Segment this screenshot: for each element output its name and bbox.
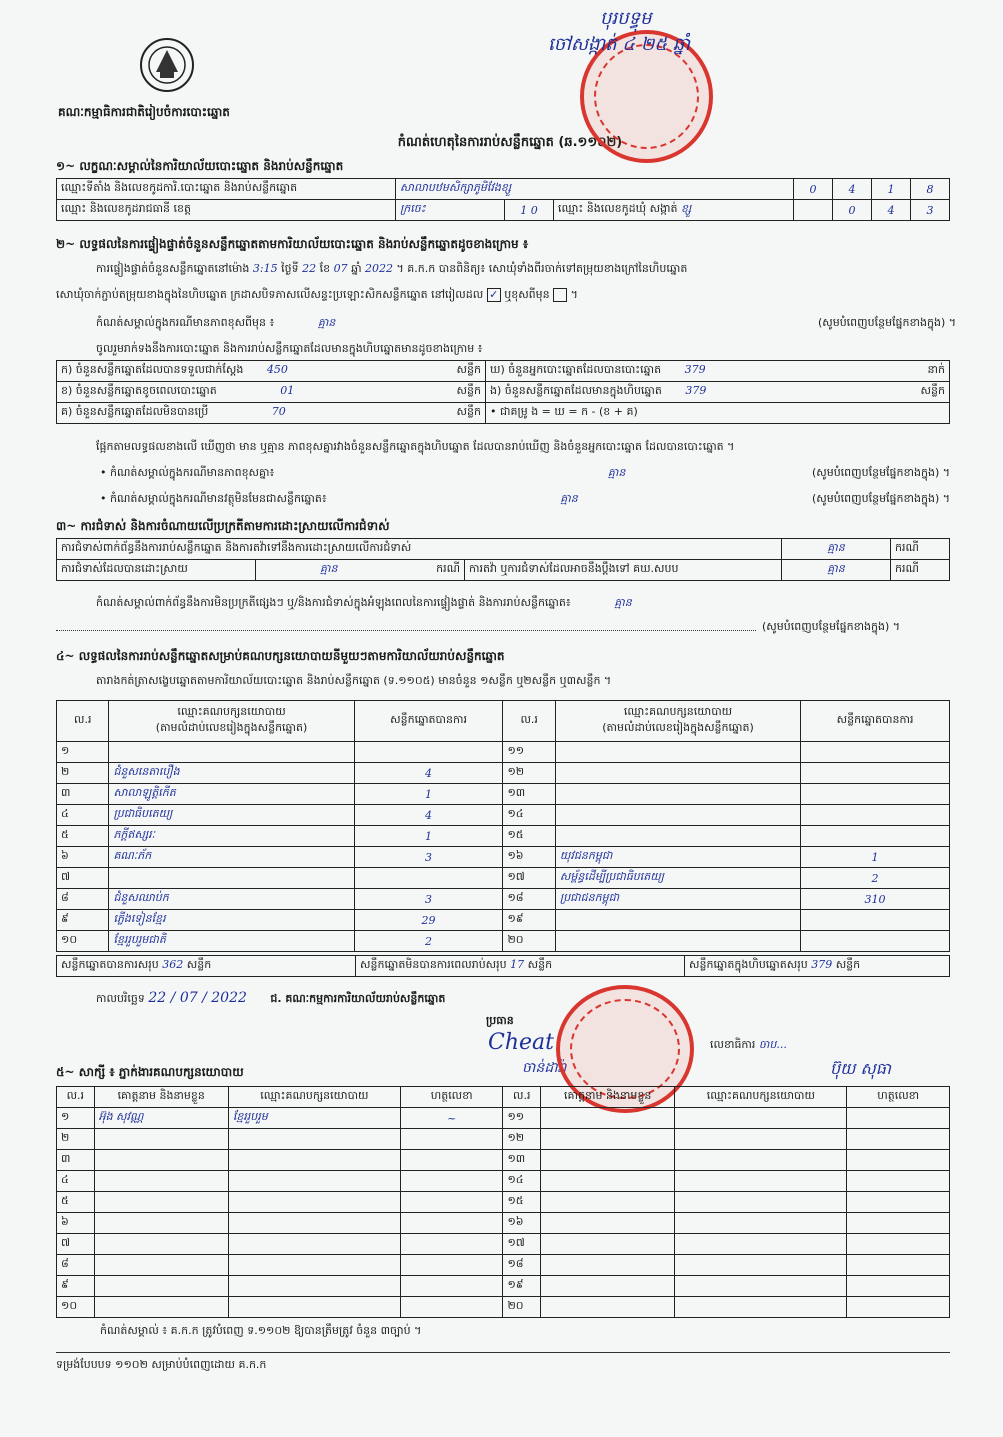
irregularity-note-value: គ្មាន	[614, 596, 632, 609]
party-votes: 4	[354, 805, 503, 826]
party-votes	[801, 910, 950, 931]
party-no: ១៨	[503, 889, 555, 910]
witness-signature	[400, 1150, 503, 1171]
witness-no: ១	[57, 1108, 95, 1129]
witness-no: ១២	[503, 1129, 541, 1150]
chair-signature: Cheat	[488, 1030, 554, 1055]
party-name	[109, 742, 354, 763]
witness-signature	[400, 1255, 503, 1276]
witness-no: ១៧	[503, 1234, 541, 1255]
party-row	[57, 847, 950, 868]
witness-party	[675, 1192, 847, 1213]
witness-row	[57, 1108, 950, 1129]
received-ballots: 450	[266, 363, 288, 376]
witness-no: ៣	[57, 1150, 95, 1171]
witness-party	[675, 1234, 847, 1255]
witness-row	[57, 1129, 950, 1150]
witness-signature	[400, 1192, 503, 1213]
party-votes: 310	[801, 889, 950, 910]
chair-label: ប្រធាន	[486, 1014, 514, 1027]
ballots-in-box: 379	[685, 384, 707, 397]
province-code: 1 0	[505, 200, 554, 221]
party-name	[555, 805, 800, 826]
section5-heading: ៥~ សាក្សី ៖ ភ្នាក់ងារគណបក្សនយោបាយ	[56, 1065, 244, 1079]
party-votes	[801, 805, 950, 826]
party-name: ប្រជាធិបតេយ្យ	[109, 805, 354, 826]
difference-note: កំណត់សម្គាល់ក្នុងករណីមានភាពខុសពីមុន ៖ គ្មាន (សូមបំពេញបន្ថែមផ្នែកខាងក្នុង) ។	[96, 316, 956, 329]
witness-name: អ៊ុង សុវណ្ណ	[94, 1108, 228, 1129]
party-row	[57, 910, 950, 931]
party-row	[57, 826, 950, 847]
signing-date: 22 / 07 / 2022	[148, 990, 247, 1006]
commune-code-3: 3	[911, 200, 950, 221]
location-label: ឈ្មោះទីតាំង និងលេខកូដការិ.បោះឆ្នោត និងរាប់សន្លឹកឆ្នោត	[57, 179, 396, 200]
stamp-handwriting-2: ចៅសង្កាត់ ៤ ២៥ ឆ្នាំ	[548, 34, 690, 55]
party-name: គណៈភ័ក	[109, 847, 354, 868]
province-label: ឈ្មោះ និងលេខកូដរាជធានី ខេត្ត	[57, 200, 396, 221]
section2-heading: ២~ លទ្ធផលនៃការផ្ទៀងផ្ទាត់ចំនួនសន្លឹកឆ្នោតតាមការិយាល័យបោះឆ្នោត និងរាប់សន្លឹកឆ្នោតដូចខាងក្រោម ៖	[56, 237, 529, 251]
witness-name	[94, 1234, 228, 1255]
witness-name	[541, 1150, 675, 1171]
witness-name	[94, 1213, 228, 1234]
complaints-count: គ្មាន	[782, 539, 891, 560]
party-name: ខ្មែររួបរួមជាតិ	[109, 931, 354, 952]
witness-name	[541, 1171, 675, 1192]
witness-no: ៥	[57, 1192, 95, 1213]
witness-row	[57, 1234, 950, 1255]
party-votes: 1	[354, 784, 503, 805]
witness-name	[541, 1192, 675, 1213]
party-no: ១៦	[503, 847, 555, 868]
party-name: យុវជនកម្ពុជា	[555, 847, 800, 868]
party-row	[57, 805, 950, 826]
commune-code-2: 4	[872, 200, 911, 221]
witness-no: ៦	[57, 1213, 95, 1234]
foreign-object-note: • កំណត់សម្គាល់ក្នុងករណីមានវត្ថុមិនមែនជាសន្លឹកឆ្នោត៖ គ្មាន (សូមបំពេញបន្ថែមផ្នែកខាងក្នុង) ។	[100, 492, 950, 505]
total-valid: 362	[162, 958, 184, 971]
diff-note: • កំណត់សម្គាល់ក្នុងករណីមានភាពខុសគ្នា៖ គ្មាន (សូមបំពេញបន្ថែមផ្នែកខាងក្នុង) ។	[100, 466, 950, 479]
committee-name: គណៈកម្មាធិការជាតិរៀបចំការបោះឆ្នោត	[58, 105, 230, 119]
party-name: សាលាឡូត្តិកើត	[109, 784, 354, 805]
witness-name	[541, 1213, 675, 1234]
witness-row	[57, 1276, 950, 1297]
witness-party	[228, 1234, 400, 1255]
verify-month: 07	[333, 262, 348, 275]
party-no: ២	[57, 763, 109, 784]
party-name	[555, 784, 800, 805]
witness-signature	[400, 1234, 503, 1255]
party-votes: 1	[801, 847, 950, 868]
location-code-3: 1	[872, 179, 911, 200]
party-name: ជំនួសឈាប់ក	[109, 889, 354, 910]
witness-name	[94, 1297, 228, 1318]
witness-name	[541, 1108, 675, 1129]
unused-ballots: 70	[271, 405, 286, 418]
witness-no: ៧	[57, 1234, 95, 1255]
party-name: ភ្លើងទៀនខ្មែរ	[109, 910, 354, 931]
party-name	[555, 742, 800, 763]
party-votes: 3	[354, 889, 503, 910]
party-votes: 1	[354, 826, 503, 847]
witness-party	[675, 1255, 847, 1276]
party-name	[555, 931, 800, 952]
resolved-count: គ្មាន	[320, 562, 338, 575]
party-no: ១០	[57, 931, 109, 952]
section5-note: កំណត់សម្គាល់ ៖ គ.ក.ក ត្រូវបំពេញ ទ.១១០២ ឱ្យបានត្រឹមត្រូវ ចំនួន ៣ច្បាប់ ។	[100, 1324, 422, 1337]
witness-row	[57, 1297, 950, 1318]
witness-party	[228, 1276, 400, 1297]
witness-no: ៤	[57, 1171, 95, 1192]
party-row	[57, 868, 950, 889]
witness-party	[675, 1129, 847, 1150]
witness-party	[675, 1297, 847, 1318]
party-name	[555, 826, 800, 847]
witness-signature	[847, 1192, 950, 1213]
witness-name	[94, 1255, 228, 1276]
party-row	[57, 742, 950, 763]
witness-row	[57, 1150, 950, 1171]
commune-code-1: 0	[833, 200, 872, 221]
party-no: ១	[57, 742, 109, 763]
witness-name	[541, 1255, 675, 1276]
province-value: ក្រចេះ	[396, 200, 505, 221]
party-no: ៨	[57, 889, 109, 910]
secretary-name: ប៊ុយ សុធា	[830, 1059, 891, 1078]
witness-no: ១៦	[503, 1213, 541, 1234]
nec-emblem-icon	[138, 36, 196, 94]
party-votes: 2	[354, 931, 503, 952]
party-votes	[801, 931, 950, 952]
party-votes	[801, 784, 950, 805]
witness-no: ១៣	[503, 1150, 541, 1171]
checkbox-same[interactable]: ✓	[487, 288, 501, 302]
witness-signature	[847, 1171, 950, 1192]
party-name: សម្ព័ន្ធដើម្បីប្រជាធិបតេយ្យ	[555, 868, 800, 889]
witness-party	[675, 1108, 847, 1129]
party-no: ១៧	[503, 868, 555, 889]
party-votes: 29	[354, 910, 503, 931]
witness-row	[57, 1213, 950, 1234]
foreign-object-value: គ្មាន	[560, 492, 578, 505]
footer-text: ទម្រង់បែបបទ ១១០២ សម្រាប់បំពេញដោយ គ.ក.ក	[56, 1358, 267, 1371]
total-invalid: 17	[510, 958, 525, 971]
witness-party	[675, 1276, 847, 1297]
witness-signature	[400, 1129, 503, 1150]
witness-party	[228, 1213, 400, 1234]
party-results-table: ល.រ ឈ្មោះគណបក្សនយោបាយ (តាមលំដាប់លេខរៀងក្នុងសន្លឹកឆ្នោត) សន្លឹកឆ្នោតបានការ ល.រ ឈ្មោះគណបក្សនយោបាយ (តាមលំដាប់លេខរៀងក្នុងសន្លឹកឆ្នោត) សន្លឹកឆ្នោតបានការ ១ ១១ ២ ជំនួសនេតាបឿង 4 ១២ ៣ សាលាឡូត្តិកើត 1 ១៣ ៤ ប្រជាធិបតេយ្យ 4 ១៤ ៥ ភក្ដីឥស្សរៈ 1 ១៥ ៦ គណៈភ័ក 3 ១៦ យុវជនកម្ពុជា 1 ៧ ១៧ សម្ព័ន្ធដើម្បីប្រជាធិបតេយ្យ 2 ៨ ជំនួសឈាប់ក 3 ១៨ ប្រជាជនកម្ពុជា 310 ៩ ភ្លើងទៀនខ្មែរ 29 ១៩ ១០ ខ្មែររួបរួមជាតិ 2 ២០	[56, 700, 950, 952]
party-row	[57, 931, 950, 952]
witness-no: ១១	[503, 1108, 541, 1129]
witness-no: ១៤	[503, 1171, 541, 1192]
totals-row: សន្លឹកឆ្នោតបានការសរុប 362 សន្លឹក សន្លឹកឆ្នោតមិនបានការពេលរាប់សរុប 17 សន្លឹក សន្លឹកឆ្នោតក្នុងហិបឆ្នោតសរុប 379 សន្លឹក	[56, 955, 950, 977]
witness-no: ២០	[503, 1297, 541, 1318]
witness-no: ៨	[57, 1255, 95, 1276]
party-no: ៤	[57, 805, 109, 826]
secretary-line: លេខាធិការ ចាប...	[710, 1038, 787, 1051]
appeal-count: គ្មាន	[782, 560, 891, 581]
witness-name	[541, 1129, 675, 1150]
witness-party	[675, 1171, 847, 1192]
witness-signature	[847, 1276, 950, 1297]
witness-name	[541, 1297, 675, 1318]
witness-party	[228, 1171, 400, 1192]
witness-no: ៩	[57, 1276, 95, 1297]
total-in-box: 379	[811, 958, 833, 971]
witness-party	[675, 1213, 847, 1234]
commune-value: ខ្សួ	[681, 202, 692, 215]
stamp-handwriting-1: បុរបទ្ធុម	[600, 8, 652, 29]
party-name: ជំនួសនេតាបឿង	[109, 763, 354, 784]
location-code-2: 4	[833, 179, 872, 200]
witness-no: ២	[57, 1129, 95, 1150]
party-no: ៥	[57, 826, 109, 847]
party-votes: 4	[354, 763, 503, 784]
difference-note-value: គ្មាន	[317, 316, 336, 329]
voters-voted: 379	[684, 363, 706, 376]
witness-name	[541, 1234, 675, 1255]
witness-signature: ~	[400, 1108, 503, 1129]
witness-name	[94, 1129, 228, 1150]
party-no: ៦	[57, 847, 109, 868]
witness-row	[57, 1255, 950, 1276]
section4-heading: ៤~ លទ្ធផលនៃការរាប់សន្លឹកឆ្នោតសម្រាប់គណបក្សនយោបាយនីមួយៗតាមការិយាល័យរាប់សន្លឹកឆ្នោត	[56, 649, 505, 663]
witness-party	[228, 1150, 400, 1171]
witness-signature	[847, 1255, 950, 1276]
section3-heading: ៣~ ការជំទាស់ និងការចំណាយលើប្រក្រតីតាមការដោះស្រាយលើការជំទាស់	[56, 519, 390, 533]
party-votes	[801, 763, 950, 784]
irregularity-note: កំណត់សម្គាល់ពាក់ព័ន្ធនឹងការមិនប្រក្រតីផ្សេងៗ ឬ/និងការជំទាស់ក្នុងអំឡុងពេលនៃការផ្ទៀងផ្ទាត់ និងការរាប់សន្លឹកឆ្នោត៖ គ្មាន	[96, 596, 632, 609]
party-row	[57, 763, 950, 784]
witness-no: ១៨	[503, 1255, 541, 1276]
results-intro: ចូលរួមរាក់ទងនឹងការបោះឆ្នោត និងការរាប់សន្លឹកឆ្នោតដែលមានក្នុងហិបឆ្នោតមានដូចខាងក្រោម ៖	[96, 342, 483, 355]
witness-signature	[400, 1276, 503, 1297]
party-votes	[801, 742, 950, 763]
party-votes	[354, 742, 503, 763]
party-row	[57, 889, 950, 910]
commune-label: ឈ្មោះ និងលេខកូដឃុំ សង្កាត់ ខ្សួ	[554, 200, 794, 221]
formula: • ជាគម្រូ ង = ឃ = ក - (ខ + គ)	[486, 403, 950, 424]
spoiled-ballots: 01	[280, 384, 295, 397]
witness-table: ល.រ គោត្តនាម និងនាមខ្លួន ឈ្មោះគណបក្សនយោបាយ ហត្ថលេខា ល.រ គោត្តនាម និងនាមខ្លួន ឈ្មោះគណបក្សនយោបាយ ហត្ថលេខា ១ អ៊ុង សុវណ្ណ ខ្មែររួបរួម ~ ១១ ២ ១២ ៣ ១៣ ៤ ១៤ ៥ ១៥ ៦ ១៦ ៧ ១៧ ៨ ១៨ ៩ ១៩ ១០ ២០	[56, 1086, 950, 1318]
party-no: ១២	[503, 763, 555, 784]
party-no: ១១	[503, 742, 555, 763]
witness-signature	[847, 1150, 950, 1171]
party-votes: 2	[801, 868, 950, 889]
witness-row	[57, 1192, 950, 1213]
witness-signature	[847, 1234, 950, 1255]
verify-day: 22	[302, 262, 317, 275]
witness-name	[94, 1276, 228, 1297]
witness-name	[541, 1276, 675, 1297]
witness-no: ១០	[57, 1297, 95, 1318]
witness-party	[228, 1255, 400, 1276]
secretary-signature: ចាប...	[758, 1038, 787, 1051]
witness-signature	[400, 1171, 503, 1192]
form-page: គណៈកម្មាធិការជាតិរៀបចំការបោះឆ្នោត កំណត់ហេតុនៃការរាប់សន្លឹកឆ្នោត (ឆ.១១០២) បុរបទ្ធុម ចៅសង្កាត់ ៤ ២៥ ឆ្នាំ ១~ លក្ខណៈសម្គាល់នៃការិយាល័យបោះឆ្នោត និងរាប់សន្លឹកឆ្នោត ឈ្មោះទីតាំង និងលេខកូដការិ.បោះឆ្នោត និងរាប់សន្លឹកឆ្នោត សាលាបឋមសិក្សាភូមិវែងខ្សួ 0 4 1 8 ឈ្មោះ និងលេខកូដរាជធានី ខេត្ត ក្រចេះ 1 0 ឈ្មោះ និងលេខកូដឃុំ សង្កាត់ ខ្សួ 0 4 3 ២~ លទ្ធផលនៃការផ្ទៀងផ្ទាត់ចំនួនសន្លឹកឆ្នោតតាមការិយាល័យបោះឆ្នោត និងរាប់សន្លឹកឆ្នោតដូចខាងក្រោម ៖ ការផ្ទៀងផ្ទាត់ចំនួនសន្លឹកឆ្នោតនៅម៉ោង 3:15 ថ្ងៃទី 22 ខែ 07 ឆ្នាំ 2022 ។ គ.ក.ក បានពិនិត្យ៖ សោឃុំទាំងពីរចាក់ទៅតម្រុយខាងក្រៅនៃហិបឆ្នោត សោឃុំចាក់ភ្ជាប់តម្រុយខាងក្នុងនៃហិបឆ្នោត ក្រដាសបិទភាសលើសន្ទះប្រឡោះសិកសន្លឹកឆ្នោត នៅរៀលដល ✓ ឬខុសពីមុន ។ កំណត់សម្គាល់ក្នុងករណីមានភាពខុសពីមុន ៖ គ្មាន (សូមបំពេញបន្ថែមផ្នែកខាងក្នុង) ។ ចូលរួមរាក់ទងនឹងការបោះឆ្នោត និងការរាប់សន្លឹកឆ្នោតដែលមានក្នុងហិបឆ្នោតមានដូចខាងក្រោម ៖ ក) ចំនួនសន្លឹកឆ្នោតដែលបានទទួលជាក់ស្តែង 450 សន្លឹក ឃ) ចំនួនអ្នកបោះឆ្នោតដែលបានបោះឆ្នោត 379 នាក់ ខ) ចំនួនសន្លឹកឆ្នោតខូចពេលបោះឆ្នោត 01 សន្លឹក ង) ចំនួនសន្លឹកឆ្នោតដែលមានក្នុងហិបឆ្នោត 379 សន្លឹក គ) ចំនួនសន្លឹកឆ្នោតដែលមិនបានប្រើ 70 សន្លឹក • ជាគម្រូ ង = ឃ = ក - (ខ + គ) ផ្អែកតាមលទ្ធផលខាងលើ ឃើញថា មាន ឬគ្មាន ភាពខុសគ្នារវាងចំនួនសន្លឹកឆ្នោតក្នុងហិបឆ្នោត ដែលបានរាប់ឃើញ និងចំនួនអ្នកបោះឆ្នោត ដែលបានបោះឆ្នោត ។ • កំណត់សម្គាល់ក្នុងករណីមានភាពខុសគ្នា៖ គ្មាន (សូមបំពេញបន្ថែមផ្នែកខាងក្នុង) ។ • កំណត់សម្គាល់ក្នុងករណីមានវត្ថុមិនមែនជាសន្លឹកឆ្នោត៖ គ្មាន (សូមបំពេញបន្ថែមផ្នែកខាងក្នុង) ។ ៣~ ការជំទាស់ និងការចំណាយលើប្រក្រតីតាមការដោះស្រាយលើការជំទាស់ ការជំទាស់ពាក់ព័ន្ធនឹងការរាប់សន្លឹកឆ្នោត និងការតវ៉ាទៅនឹងការដោះស្រាយលើការជំទាស់ គ្មាន ករណី ការជំទាស់ដែលបានដោះស្រាយ គ្មាន ករណី ការតវ៉ា ឬការជំទាស់ដែលអាចនឹងប្តឹងទៅ គឃ.សបប គ្មាន ករណី កំណត់សម្គាល់ពាក់ព័ន្ធនឹងការមិនប្រក្រតីផ្សេងៗ ឬ/និងការជំទាស់ក្នុងអំឡុងពេលនៃការផ្ទៀងផ្ទាត់ និងការរាប់សន្លឹកឆ្នោត៖ គ្មាន (សូមបំពេញបន្ថែមផ្នែកខាងក្នុង) ។ ៤~ លទ្ធផលនៃការរាប់សន្លឹកឆ្នោតសម្រាប់គណបក្សនយោបាយនីមួយៗតាមការិយាល័យរាប់សន្លឹកឆ្នោត តារាងកត់ត្រាសង្ខេបឆ្នោតតាមការិយាល័យបោះឆ្នោត និងរាប់សន្លឹកឆ្នោត (ទ.១១០៥) មានចំនួន ១សន្លឹក ឬ២សន្លឹក ឬ៣សន្លឹក ។ ល.រ ឈ្មោះគណបក្សនយោបាយ (តាមលំដាប់លេខរៀងក្នុងសន្លឹកឆ្នោត) សន្លឹកឆ្នោតបានការ ល.រ ឈ្មោះគណបក្សនយោបាយ (តាមលំដាប់លេខរៀងក្នុងសន្លឹកឆ្នោត) សន្លឹកឆ្នោតបានការ ១ ១១ ២ ជំនួសនេតាបឿង 4 ១២ ៣ សាលាឡូត្តិកើត 1 ១៣ ៤ ប្រជាធិបតេយ្យ 4 ១៤ ៥ ភក្ដីឥស្សរៈ 1 ១៥ ៦ គណៈភ័ក 3 ១៦ យុវជនកម្ពុជា 1 ៧ ១៧ សម្ព័ន្ធដើម្បីប្រជាធិបតេយ្យ 2 ៨ ជំនួសឈាប់ក 3 ១៨ ប្រជាជនកម្ពុជា 310 ៩ ភ្លើងទៀនខ្មែរ 29 ១៩ ១០ ខ្មែររួបរួមជាតិ 2 ២០ សន្លឹកឆ្នោតបានការសរុប 362 សន្លឹក សន្លឹកឆ្នោតមិនបានការពេលរាប់សរុប 17 សន្លឹក សន្លឹកឆ្នោតក្នុងហិបឆ្នោតសរុប 379 សន្លឹក កាលបរិច្ឆេទ 22 / 07 / 2022 ជ. គណៈកម្មការការិយាល័យរាប់សន្លឹកឆ្នោត ប្រធាន Cheat ចាន់ដារ៉ា លេខាធិការ ចាប... ប៊ុយ សុធា ៥~ សាក្សី ៖ ភ្នាក់ងារគណបក្សនយោបាយ ល.រ គោត្តនាម និងនាមខ្លួន ឈ្មោះគណបក្សនយោបាយ ហត្ថលេខា ល.រ គោត្តនាម និងនាមខ្លួន ឈ្មោះគណបក្សនយោបាយ ហត្ថលេខា ១ អ៊ុង សុវណ្ណ ខ្មែររួបរួម ~ ១១ ២ ១២ ៣ ១៣ ៤ ១៤ ៥ ១៥ ៦ ១៦ ៧ ១៧ ៨ ១៨ ៩ ១៩ ១០ ២០ កំណត់សម្គាល់ ៖ គ.ក.ក ត្រូវបំពេញ ទ.១១០២ ឱ្យបានត្រឹមត្រូវ ចំនួន ៣ច្បាប់ ។ ទម្រង់បែបបទ ១១០២ សម្រាប់បំពេញដោយ គ.ក.ក	[0, 0, 1003, 1437]
checkbox-different[interactable]	[553, 288, 567, 302]
party-no: ១៣	[503, 784, 555, 805]
diff-note-value: គ្មាន	[607, 466, 626, 479]
witness-row	[57, 1171, 950, 1192]
section1-table	[56, 178, 950, 221]
form-title: កំណត់ហេតុនៃការរាប់សន្លឹកឆ្នោត (ឆ.១១០២)	[397, 135, 623, 150]
location-code-1: 0	[794, 179, 833, 200]
party-no: ២០	[503, 931, 555, 952]
party-no: ៧	[57, 868, 109, 889]
section1-heading: ១~ លក្ខណៈសម្គាល់នៃការិយាល័យបោះឆ្នោត និងរាប់សន្លឹកឆ្នោត	[56, 159, 344, 173]
witness-signature	[847, 1108, 950, 1129]
section4-intro: តារាងកត់ត្រាសង្ខេបឆ្នោតតាមការិយាល័យបោះឆ្នោត និងរាប់សន្លឹកឆ្នោត (ទ.១១០៥) មានចំនួន ១សន្លឹក ឬ២សន្លឹក ឬ៣សន្លឹក ។	[96, 674, 612, 687]
date-line: កាលបរិច្ឆេទ 22 / 07 / 2022 ជ. គណៈកម្មការការិយាល័យរាប់សន្លឹកឆ្នោត	[96, 990, 446, 1006]
witness-signature	[400, 1213, 503, 1234]
witness-name	[94, 1150, 228, 1171]
compare-line: ផ្អែកតាមលទ្ធផលខាងលើ ឃើញថា មាន ឬគ្មាន ភាពខុសគ្នារវាងចំនួនសន្លឹកឆ្នោតក្នុងហិបឆ្នោត ដែលបានរាប់ឃើញ និងចំនួនអ្នកបោះឆ្នោត ដែលបានបោះឆ្នោត ។	[96, 440, 735, 453]
party-votes: 3	[354, 847, 503, 868]
witness-party	[675, 1150, 847, 1171]
witness-name	[94, 1171, 228, 1192]
witness-party: ខ្មែររួបរួម	[228, 1108, 400, 1129]
witness-signature	[400, 1297, 503, 1318]
verification-line: ការផ្ទៀងផ្ទាត់ចំនួនសន្លឹកឆ្នោតនៅម៉ោង 3:15 ថ្ងៃទី 22 ខែ 07 ឆ្នាំ 2022 ។ គ.ក.ក បានពិនិត្យ៖ សោឃុំទាំងពីរចាក់ទៅតម្រុយខាងក្រៅនៃហិបឆ្នោត	[96, 262, 688, 275]
witness-party	[228, 1297, 400, 1318]
witness-signature	[847, 1129, 950, 1150]
witness-signature	[847, 1297, 950, 1318]
location-code-4: 8	[911, 179, 950, 200]
party-votes	[354, 868, 503, 889]
party-name	[555, 763, 800, 784]
complaints-table: ការជំទាស់ពាក់ព័ន្ធនឹងការរាប់សន្លឹកឆ្នោត និងការតវ៉ាទៅនឹងការដោះស្រាយលើការជំទាស់ គ្មាន ករណី ការជំទាស់ដែលបានដោះស្រាយ គ្មាន ករណី ការតវ៉ា ឬការជំទាស់ដែលអាចនឹងប្តឹងទៅ គឃ.សបប គ្មាន ករណី	[56, 538, 950, 581]
party-name: ប្រជាជនកម្ពុជា	[555, 889, 800, 910]
witness-party	[228, 1192, 400, 1213]
party-no: ១៩	[503, 910, 555, 931]
location-value: សាលាបឋមសិក្សាភូមិវែងខ្សួ	[396, 179, 794, 200]
party-name	[555, 910, 800, 931]
witness-no: ១៥	[503, 1192, 541, 1213]
party-no: ៩	[57, 910, 109, 931]
verify-year: 2022	[365, 262, 394, 275]
party-name	[109, 868, 354, 889]
party-no: ១៤	[503, 805, 555, 826]
witness-name	[94, 1192, 228, 1213]
party-no: ១៥	[503, 826, 555, 847]
party-name: ភក្ដីឥស្សរៈ	[109, 826, 354, 847]
verify-time: 3:15	[252, 262, 278, 275]
witness-signature	[847, 1213, 950, 1234]
party-no: ៣	[57, 784, 109, 805]
chair-name: ចាន់ដារ៉ា	[522, 1060, 567, 1076]
ballot-count-table: ក) ចំនួនសន្លឹកឆ្នោតដែលបានទទួលជាក់ស្តែង 450 សន្លឹក ឃ) ចំនួនអ្នកបោះឆ្នោតដែលបានបោះឆ្នោត 379 នាក់ ខ) ចំនួនសន្លឹកឆ្នោតខូចពេលបោះឆ្នោត 01 សន្លឹក ង) ចំនួនសន្លឹកឆ្នោតដែលមានក្នុងហិបឆ្នោត 379 សន្លឹក គ) ចំនួនសន្លឹកឆ្នោតដែលមិនបានប្រើ 70 សន្លឹក • ជាគម្រូ ង = ឃ = ក - (ខ + គ)	[56, 360, 950, 424]
witness-party	[228, 1129, 400, 1150]
seal-line: សោឃុំចាក់ភ្ជាប់តម្រុយខាងក្នុងនៃហិបឆ្នោត ក្រដាសបិទភាសលើសន្ទះប្រឡោះសិកសន្លឹកឆ្នោត នៅរៀលដល ✓ ឬខុសពីមុន ។	[56, 288, 578, 301]
party-votes	[801, 826, 950, 847]
party-row	[57, 784, 950, 805]
witness-no: ១៩	[503, 1276, 541, 1297]
